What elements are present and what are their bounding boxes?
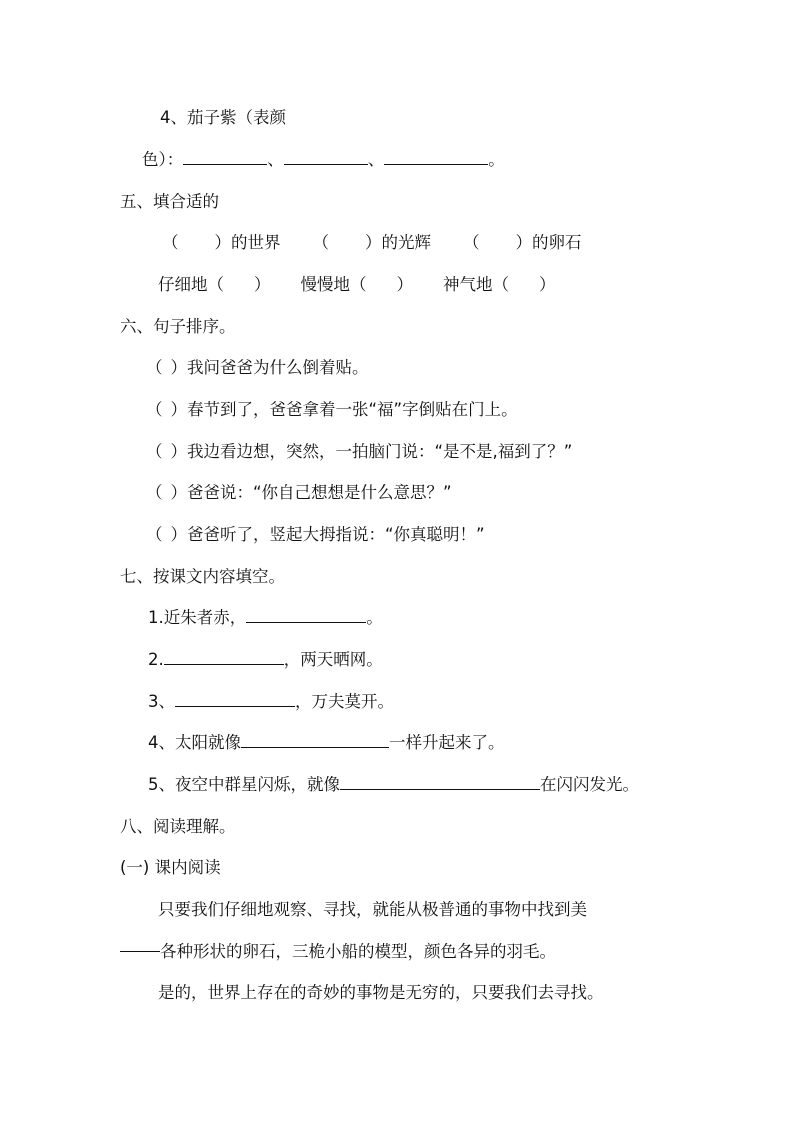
- fill-prefix: 1.近朱者赤，: [148, 608, 247, 627]
- paren-open: （: [492, 275, 509, 294]
- paren-close: ）: [539, 275, 556, 294]
- sort-item: [146, 440, 572, 464]
- phrase-word: 的卵石: [532, 233, 582, 252]
- fill-suffix: 在闪闪发光。: [540, 775, 639, 794]
- paren-close: ）: [515, 233, 532, 252]
- section6-title: [120, 315, 236, 339]
- fill-item: [148, 648, 383, 672]
- bracket-close: ）: [170, 442, 187, 461]
- section8-title: [120, 815, 236, 839]
- paren-open: （: [463, 233, 480, 252]
- fill-suffix: ，两天晒网。: [283, 650, 383, 669]
- phrase-word: 的世界: [231, 233, 281, 252]
- sort-sentence: 爸爸说：“你自己想想是什么意思？”: [187, 483, 452, 502]
- q4-text: 4、茄子紫（表颜: [160, 108, 286, 127]
- bracket-close: ）: [170, 400, 187, 419]
- section5-title-text: 五、填合适的: [120, 192, 219, 211]
- bracket-open: （: [146, 525, 163, 544]
- bracket-open: （: [146, 483, 163, 502]
- em-dash: [120, 951, 160, 952]
- reading-paragraph-1-cont: [120, 940, 556, 964]
- paragraph-text: 只要我们仔细地观察、寻找，就能从极普通的事物中找到美: [158, 900, 587, 919]
- fill-blank[interactable]: [340, 773, 540, 790]
- fill-suffix: 。: [366, 608, 383, 627]
- bracket-close: ）: [170, 525, 187, 544]
- paren-open: （: [350, 275, 367, 294]
- q4-end: 。: [488, 150, 505, 169]
- fill-item: [148, 773, 639, 797]
- sort-sentence: 我问爸爸为什么倒着贴。: [187, 358, 369, 377]
- bracket-open: （: [146, 442, 163, 461]
- fill-blank[interactable]: [246, 606, 366, 623]
- section6-title-text: 六、句子排序。: [120, 317, 236, 336]
- bracket-open: （: [146, 400, 163, 419]
- paren-close: ）: [365, 233, 382, 252]
- paren-close: ）: [254, 275, 271, 294]
- sort-sentence: 春节到了，爸爸拿着一张“福”字倒贴在门上。: [187, 400, 518, 419]
- q4-blank-3[interactable]: [384, 148, 488, 165]
- fill-prefix: 2.: [148, 650, 164, 669]
- adverb-word: 神气地: [443, 275, 493, 294]
- paren-open: （: [207, 275, 224, 294]
- paragraph-text: 是的，世界上存在的奇妙的事物是无穷的，只要我们去寻找。: [158, 983, 604, 1002]
- paragraph-text: 各种形状的卵石，三桅小船的模型，颜色各异的羽毛。: [160, 942, 556, 961]
- sort-item: [146, 523, 485, 547]
- q4-blank-1[interactable]: [183, 148, 267, 165]
- paren-open: （: [312, 233, 329, 252]
- bracket-close: ）: [170, 483, 187, 502]
- fill-blank[interactable]: [164, 648, 284, 665]
- fill-prefix: 4、太阳就像: [148, 733, 241, 752]
- adverb-word: 仔细地: [158, 275, 208, 294]
- fill-suffix: 一样升起来了。: [389, 733, 505, 752]
- paren-close: ）: [396, 275, 413, 294]
- section8-title-text: 八、阅读理解。: [120, 817, 236, 836]
- paren-open: （: [162, 233, 179, 252]
- q4-sep-1: 、: [267, 150, 284, 169]
- fill-prefix: 3、: [148, 692, 175, 711]
- section5-title: [120, 190, 219, 214]
- section7-title: [120, 565, 285, 589]
- q4-blank-2[interactable]: [284, 148, 368, 165]
- q4-sep-2: 、: [367, 150, 385, 169]
- fill-blank[interactable]: [175, 690, 295, 707]
- phrase-word: 的光辉: [381, 233, 431, 252]
- section8-subtitle: [120, 856, 221, 880]
- q4-line1: [160, 106, 286, 130]
- q4-line2: [142, 148, 505, 172]
- fill-prefix: 5、夜空中群星闪烁，就像: [148, 775, 340, 794]
- reading-paragraph-1: [158, 898, 587, 922]
- adverb-word: 慢慢地: [300, 275, 350, 294]
- section8-subtitle-text: (一) 课内阅读: [120, 858, 221, 877]
- q4-prefix: 色）：: [142, 150, 184, 169]
- sort-item: [146, 356, 369, 380]
- sort-item: [146, 481, 452, 505]
- reading-paragraph-2: [158, 981, 604, 1005]
- fill-item: [148, 731, 505, 755]
- section5-row1: [162, 231, 582, 255]
- fill-item: [148, 606, 383, 630]
- fill-item: [148, 690, 394, 714]
- section7-title-text: 七、按课文内容填空。: [120, 567, 285, 586]
- bracket-open: （: [146, 358, 163, 377]
- bracket-close: ）: [170, 358, 187, 377]
- sort-item: [146, 398, 518, 422]
- section5-row2: [158, 273, 556, 297]
- fill-blank[interactable]: [241, 731, 389, 748]
- sort-sentence: 爸爸听了，竖起大拇指说：“你真聪明！”: [187, 525, 485, 544]
- sort-sentence: 我边看边想，突然，一拍脑门说：“是不是,福到了？”: [187, 442, 573, 461]
- paren-close: ）: [214, 233, 231, 252]
- fill-suffix: ，万夫莫开。: [295, 692, 394, 711]
